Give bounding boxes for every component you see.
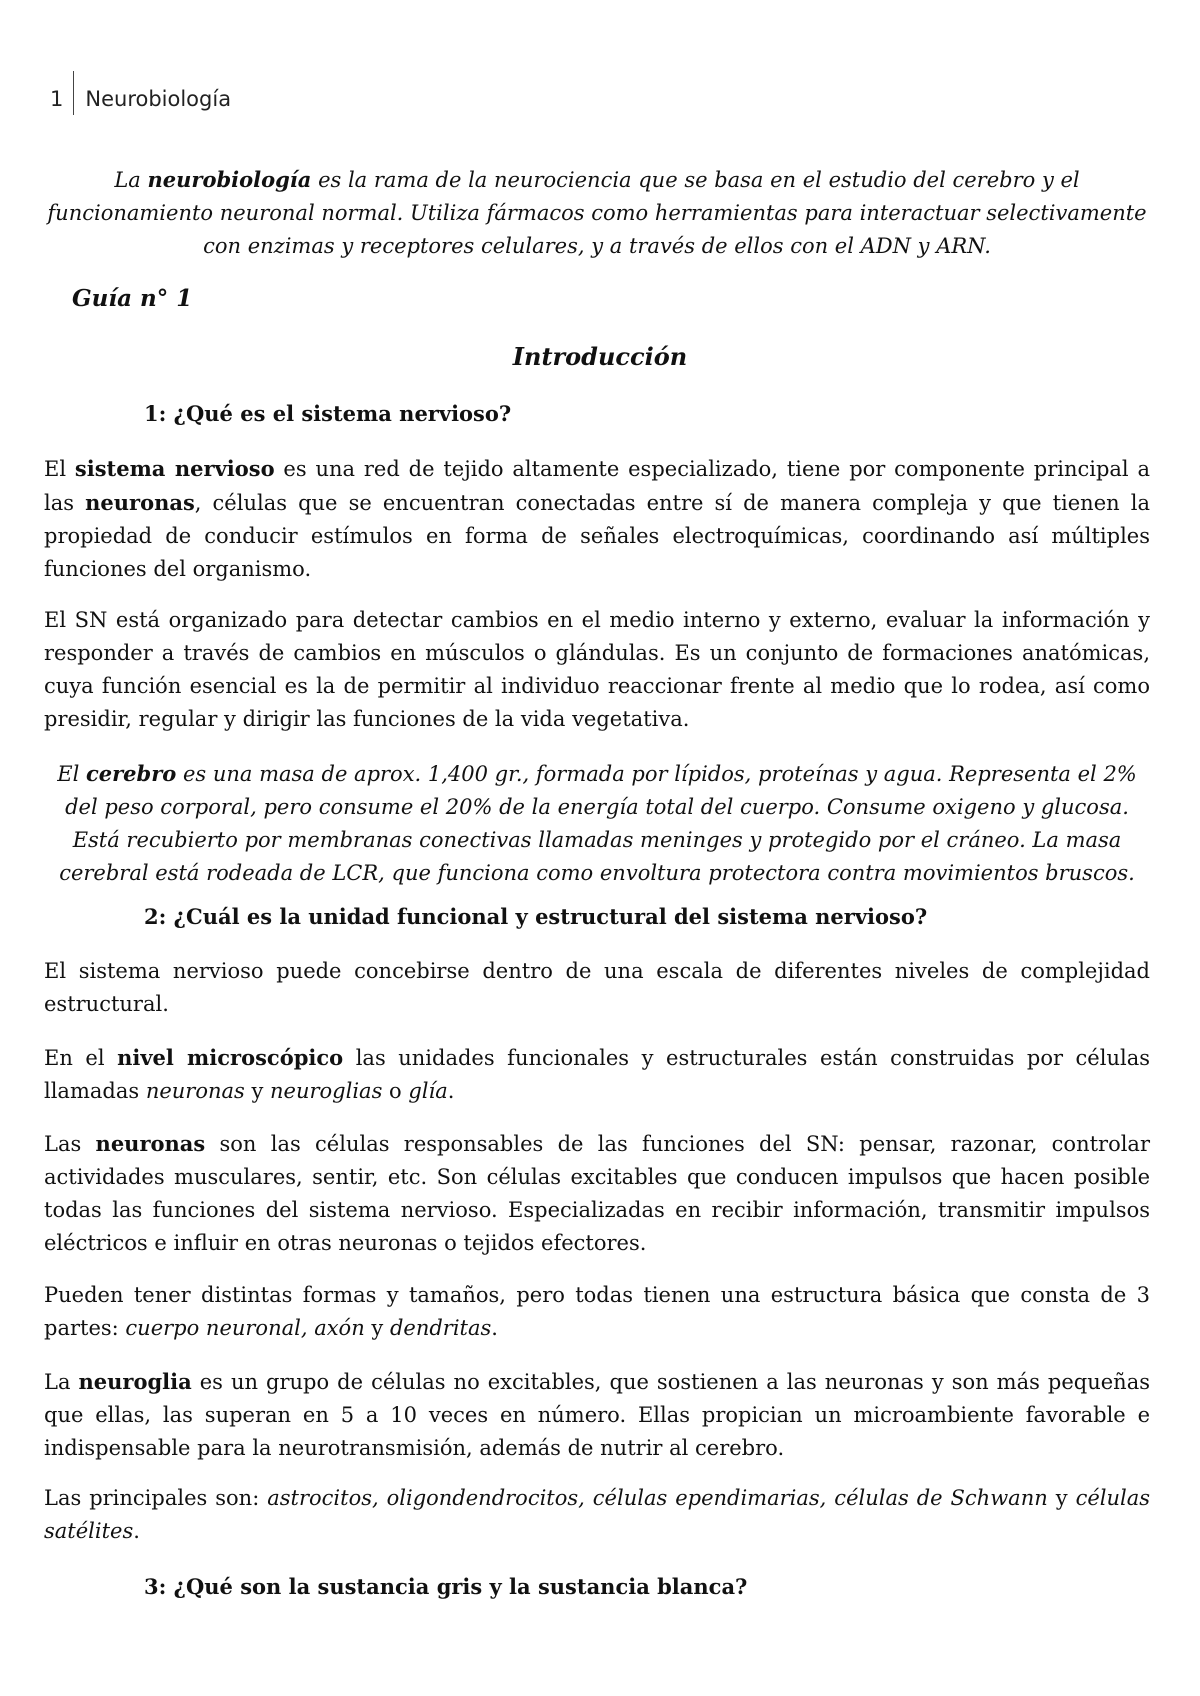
- question-2-heading: 2: ¿Cuál es la unidad funcional y estructural del sistema nervioso?: [144, 904, 928, 929]
- paragraph-escala-complejidad: El sistema nervioso puede concebirse dentro de una escala de diferentes niveles de complejidad estructural.: [44, 959, 1150, 1016]
- paragraph-text: Pueden tener distintas formas y tamaños, pero todas tienen una estructura básica que consta de 3 partes:: [44, 1283, 1150, 1340]
- paragraph-text: .: [447, 1079, 455, 1103]
- header-title: Neurobiología: [85, 87, 232, 111]
- paragraph-term: células satélites: [44, 1486, 1151, 1543]
- paragraph-keyword: neuroglia: [78, 1369, 192, 1394]
- paragraph-keyword: nivel microscópico: [117, 1045, 344, 1070]
- paragraph-text: .: [491, 1316, 498, 1340]
- intro-paragraph: [44, 163, 1150, 263]
- intro-text: La: [114, 168, 148, 192]
- question-3-heading: 3: ¿Qué son la sustancia gris y la sustancia blanca?: [144, 1574, 748, 1599]
- paragraph-text: En el: [44, 1046, 118, 1070]
- paragraph-text: .: [133, 1519, 140, 1543]
- paragraph-term: cuerpo neuronal, axón: [125, 1316, 365, 1340]
- question-1-heading: 1: ¿Qué es el sistema nervioso?: [144, 401, 512, 426]
- paragraph-text: las unidades funcionales y estructurales están construidas por células llamadas: [44, 1046, 1150, 1103]
- paragraph-principales: [44, 1482, 1150, 1548]
- paragraph-nivel-microscopico: [44, 1041, 1150, 1108]
- guide-title: Guía n° 1: [72, 285, 193, 312]
- paragraph-text: El: [57, 762, 86, 786]
- paragraph-term: glía: [408, 1079, 448, 1103]
- intro-keyword: neurobiología: [147, 167, 312, 192]
- paragraph-text: es un grupo de células no excitables, que sostienen a las neuronas y son más pequeñas que ellas, las superan en 5 a 10 veces en número. Ellas propician un microambiente favorable e indispensable para la neurotransmisión, además de nutrir al cerebro.: [44, 1370, 1151, 1460]
- page-number: 1: [50, 87, 64, 111]
- paragraph-text: o: [382, 1079, 409, 1103]
- paragraph-text: Las principales son:: [44, 1486, 268, 1510]
- paragraph-sistema-nervioso: [44, 452, 1150, 586]
- paragraph-keyword: cerebro: [85, 761, 177, 786]
- paragraph-term: neuronas: [145, 1079, 245, 1103]
- paragraph-text: y: [1047, 1486, 1076, 1510]
- paragraph-neuronas: [44, 1127, 1150, 1260]
- page-header: [50, 82, 231, 116]
- paragraph-text: Las: [44, 1132, 96, 1156]
- paragraph-text: El: [44, 457, 75, 481]
- intro-text: es la rama de la neurociencia que se basa en el estudio del cerebro y el funcionamiento neuronal normal. Utiliza fármacos como herramientas para interactuar selectivamente con enzimas y receptores celulares, y a través de ellos con el ADN y ARN.: [47, 168, 1147, 258]
- paragraph-term: dendritas: [389, 1316, 492, 1340]
- paragraph-cerebro: [44, 757, 1150, 890]
- paragraph-text: es una masa de aprox. 1,400 gr., formada por lípidos, proteínas y agua. Representa el 2% del peso corporal, pero consume el 20% de la energía total del cuerpo. Consume oxigeno y glucosa. Está recubierto por membranas conectivas llamadas meninges y protegido por el cráneo. La masa cerebral está rodeada de LCR, que funciona como envoltura protectora contra movimientos bruscos.: [59, 762, 1137, 885]
- paragraph-text: y: [364, 1316, 390, 1340]
- paragraph-text: La: [44, 1370, 79, 1394]
- paragraph-keyword: neuronas: [95, 1131, 206, 1156]
- paragraph-text: son las células responsables de las funciones del SN: pensar, razonar, controlar actividades musculares, sentir, etc. Son células excitables que conducen impulsos que hacen posible todas las funciones del sistema nervioso. Especializadas en recibir información, transmitir impulsos eléctricos e influir en otras neuronas o tejidos efectores.: [44, 1132, 1150, 1255]
- header-divider: [73, 71, 74, 115]
- paragraph-text: , células que se encuentran conectadas entre sí de manera compleja y que tienen la propiedad de conducir estímulos en forma de señales electroquímicas, coordinando así múltiples funciones del organismo.: [44, 491, 1150, 581]
- paragraph-keyword: neuronas: [85, 490, 195, 515]
- paragraph-sn-organizado: El SN está organizado para detectar cambios en el medio interno y externo, evaluar la información y responder a través de cambios en músculos o glándulas. Es un conjunto de formaciones anatómicas, cuya función esencial es la de permitir al individuo reaccionar frente al medio que lo rodea, así como presidir, regular y dirigir las funciones de la vida vegetativa.: [44, 608, 1150, 731]
- paragraph-neuroglia: [44, 1365, 1150, 1465]
- paragraph-formas-tamanos: [44, 1279, 1150, 1345]
- paragraph-text: y: [244, 1079, 271, 1103]
- paragraph-term: neuroglias: [270, 1079, 383, 1103]
- paragraph-keyword: sistema nervioso: [74, 456, 275, 481]
- paragraph-text: es una red de tejido altamente especializado, tiene por componente principal a las: [44, 457, 1150, 515]
- section-title: Introducción: [512, 342, 688, 371]
- paragraph-term: astrocitos, oligondendrocitos, células ependimarias, células de Schwann: [267, 1486, 1048, 1510]
